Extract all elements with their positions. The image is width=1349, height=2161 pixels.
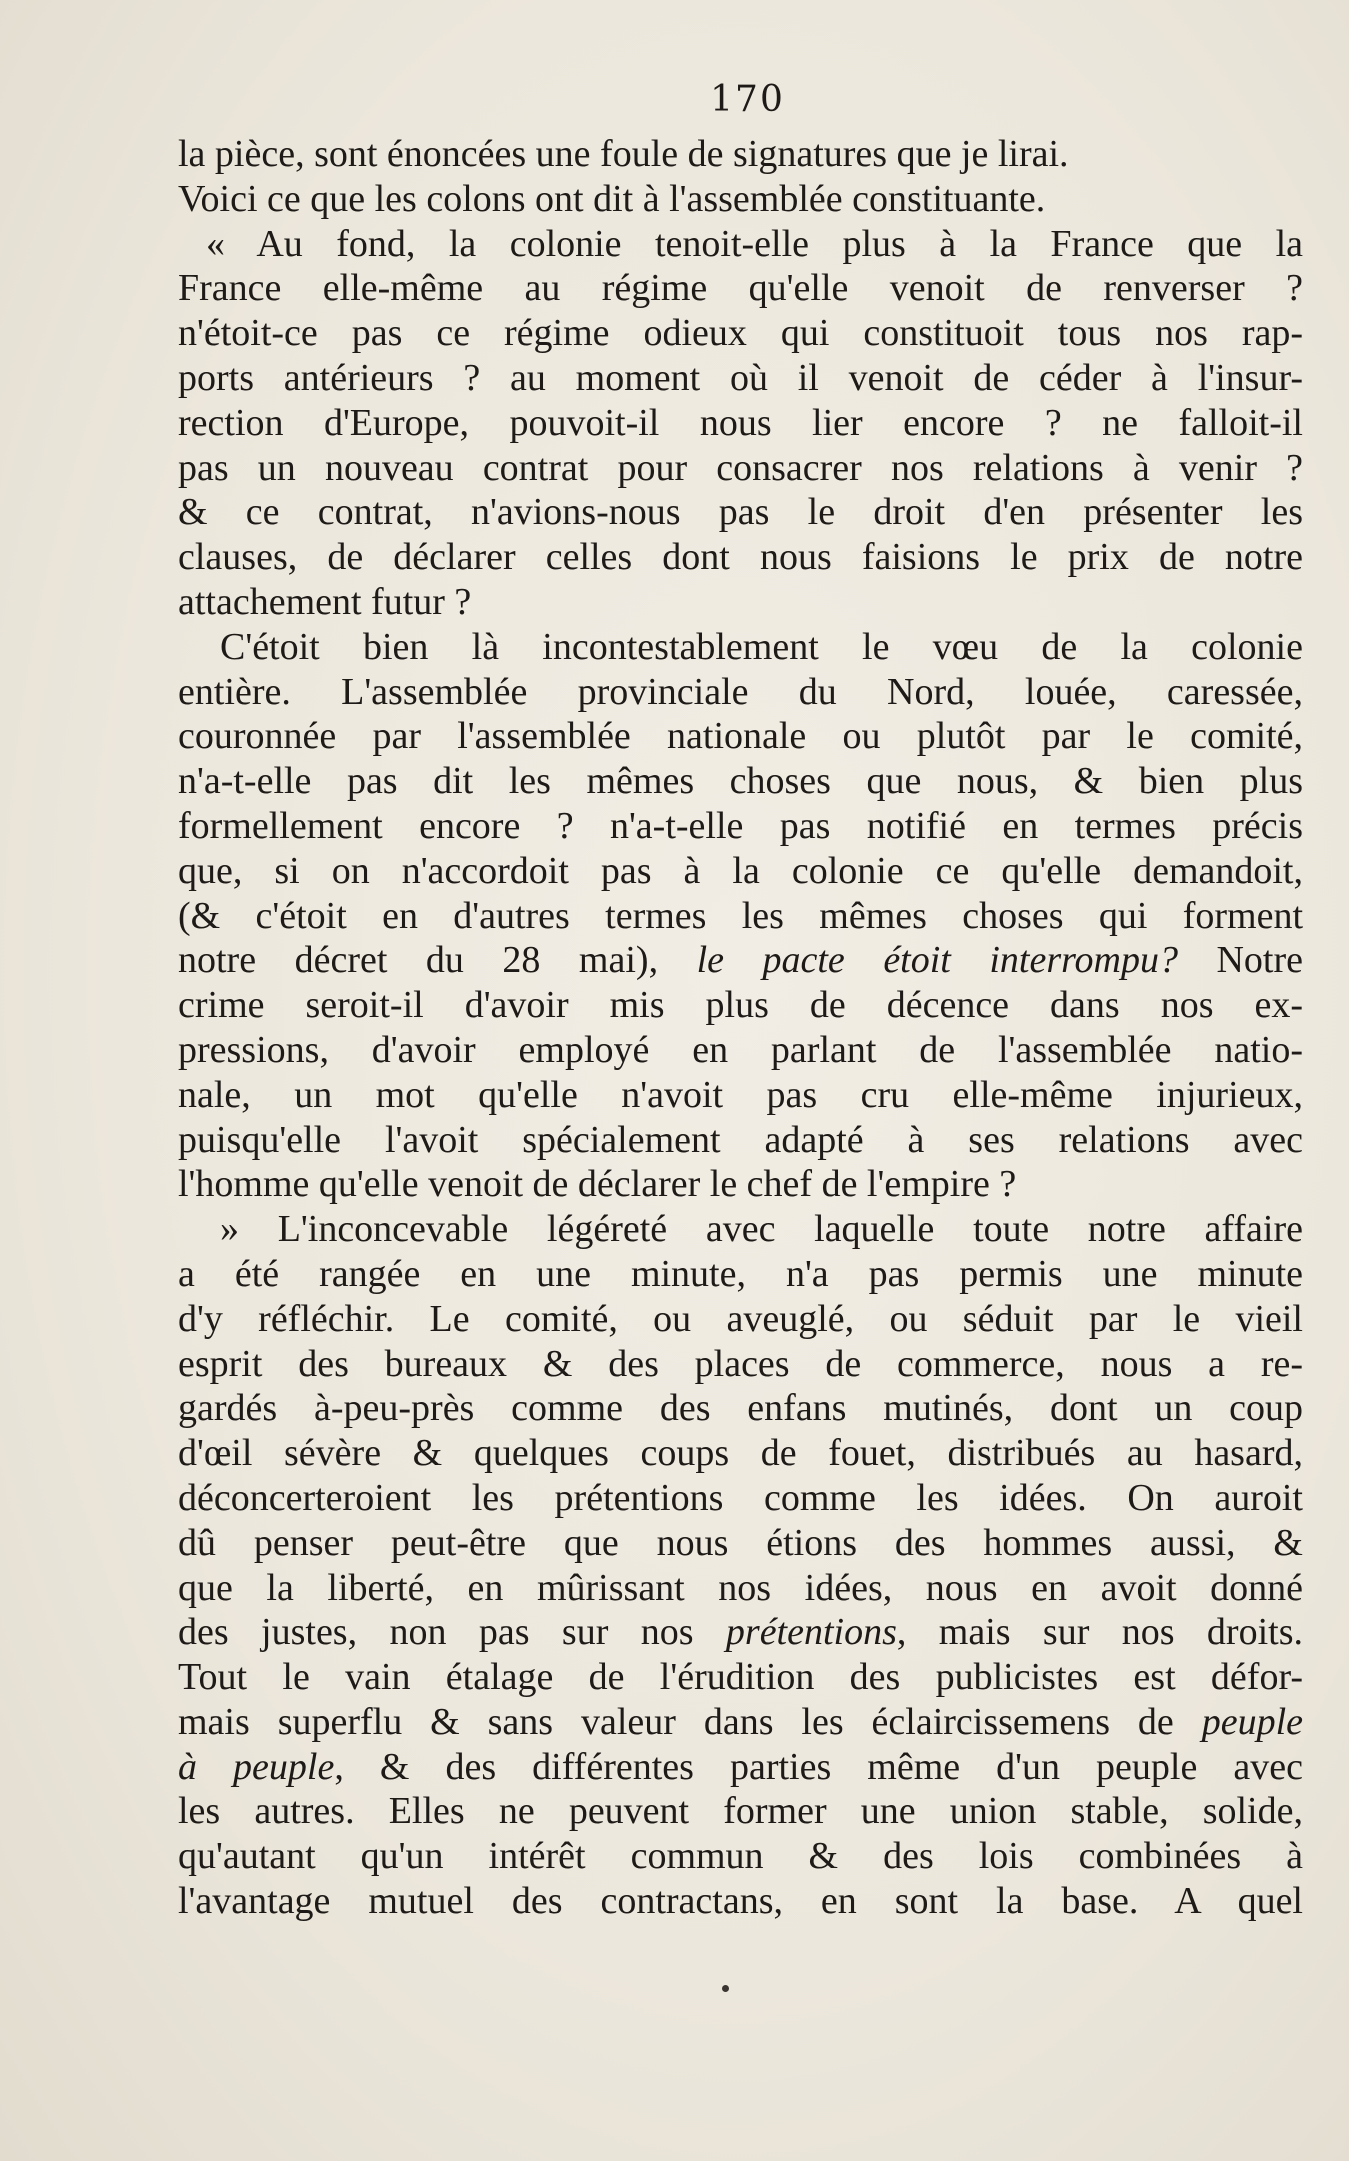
text-line: crime seroit-il d'avoir mis plus de décence dans nos ex-: [178, 984, 1303, 1027]
text-line: couronnée par l'assemblée nationale ou plutôt par le comité,: [178, 715, 1303, 758]
body-text: [178, 132, 1303, 1924]
text-line: l'avantage mutuel des contractans, en sont la base. A quel: [178, 1880, 1303, 1923]
text-line: mais superflu & sans valeur dans les éclaircissemens de peuple: [178, 1700, 1303, 1743]
text-line: nale, un mot qu'elle n'avoit pas cru elle-même injurieux,: [178, 1073, 1303, 1116]
text-line: d'œil sévère & quelques coups de fouet, distribués au hasard,: [178, 1432, 1303, 1475]
text-line: Tout le vain étalage de l'érudition des publicistes est défor-: [178, 1656, 1303, 1699]
text-line: clauses, de déclarer celles dont nous faisions le prix de notre: [178, 536, 1303, 579]
text-line: France elle-même au régime qu'elle venoit de renverser ?: [178, 267, 1303, 310]
text-line: ports antérieurs ? au moment où il venoit de céder à l'insur-: [178, 356, 1303, 399]
text-line: pas un nouveau contrat pour consacrer nos relations à venir ?: [178, 446, 1303, 489]
text-line: n'étoit-ce pas ce régime odieux qui constituoit tous nos rap-: [178, 312, 1303, 355]
text-line: puisqu'elle l'avoit spécialement adapté à ses relations avec: [178, 1118, 1303, 1161]
text-line: des justes, non pas sur nos prétentions, mais sur nos droits.: [178, 1611, 1303, 1654]
text-line: C'étoit bien là incontestablement le vœu de la colonie: [220, 625, 1303, 668]
page-number: 170: [710, 79, 785, 120]
text-line: attachement futur ?: [178, 580, 472, 623]
text-line: n'a-t-elle pas dit les mêmes choses que nous, & bien plus: [178, 760, 1303, 803]
text-line: l'homme qu'elle venoit de déclarer le chef de l'empire ?: [178, 1163, 1017, 1206]
text-line: notre décret du 28 mai), le pacte étoit interrompu? Notre: [178, 939, 1303, 982]
text-line: « Au fond, la colonie tenoit-elle plus à la France que la: [206, 222, 1303, 265]
text-line: d'y réfléchir. Le comité, ou aveuglé, ou séduit par le vieil: [178, 1297, 1303, 1340]
text-line: déconcerteroient les prétentions comme les idées. On auroit: [178, 1476, 1303, 1519]
text-line: gardés à-peu-près comme des enfans mutinés, dont un coup: [178, 1387, 1303, 1430]
text-line: formellement encore ? n'a-t-elle pas notifié en termes précis: [178, 804, 1303, 847]
text-line: rection d'Europe, pouvoit-il nous lier encore ? ne falloit-il: [178, 401, 1303, 444]
text-line: & ce contrat, n'avions-nous pas le droit d'en présenter les: [178, 491, 1303, 534]
text-line: a été rangée en une minute, n'a pas permis une minute: [178, 1252, 1303, 1295]
text-line: » L'inconcevable légéreté avec laquelle toute notre affaire: [220, 1208, 1303, 1251]
text-line: esprit des bureaux & des places de commerce, nous a re-: [178, 1342, 1303, 1385]
text-line: que la liberté, en mûrissant nos idées, nous en avoit donné: [178, 1566, 1303, 1609]
text-line: les autres. Elles ne peuvent former une union stable, solide,: [178, 1790, 1303, 1833]
text-line: entière. L'assemblée provinciale du Nord, louée, caressée,: [178, 670, 1303, 713]
text-line: à peuple, & des différentes parties même d'un peuple avec: [178, 1745, 1303, 1788]
text-line: que, si on n'accordoit pas à la colonie ce qu'elle demandoit,: [178, 849, 1303, 892]
text-line: Voici ce que les colons ont dit à l'assemblée constituante.: [178, 177, 1046, 220]
text-line: la pièce, sont énoncées une foule de signatures que je lirai.: [178, 133, 1069, 175]
text-line: dû penser peut-être que nous étions des hommes aussi, &: [178, 1521, 1303, 1564]
ink-dot: [722, 1985, 729, 1992]
text-line: pressions, d'avoir employé en parlant de l'assemblée natio-: [178, 1028, 1303, 1071]
text-line: qu'autant qu'un intérêt commun & des lois combinées à: [178, 1835, 1303, 1878]
text-line: (& c'étoit en d'autres termes les mêmes choses qui forment: [178, 894, 1303, 937]
